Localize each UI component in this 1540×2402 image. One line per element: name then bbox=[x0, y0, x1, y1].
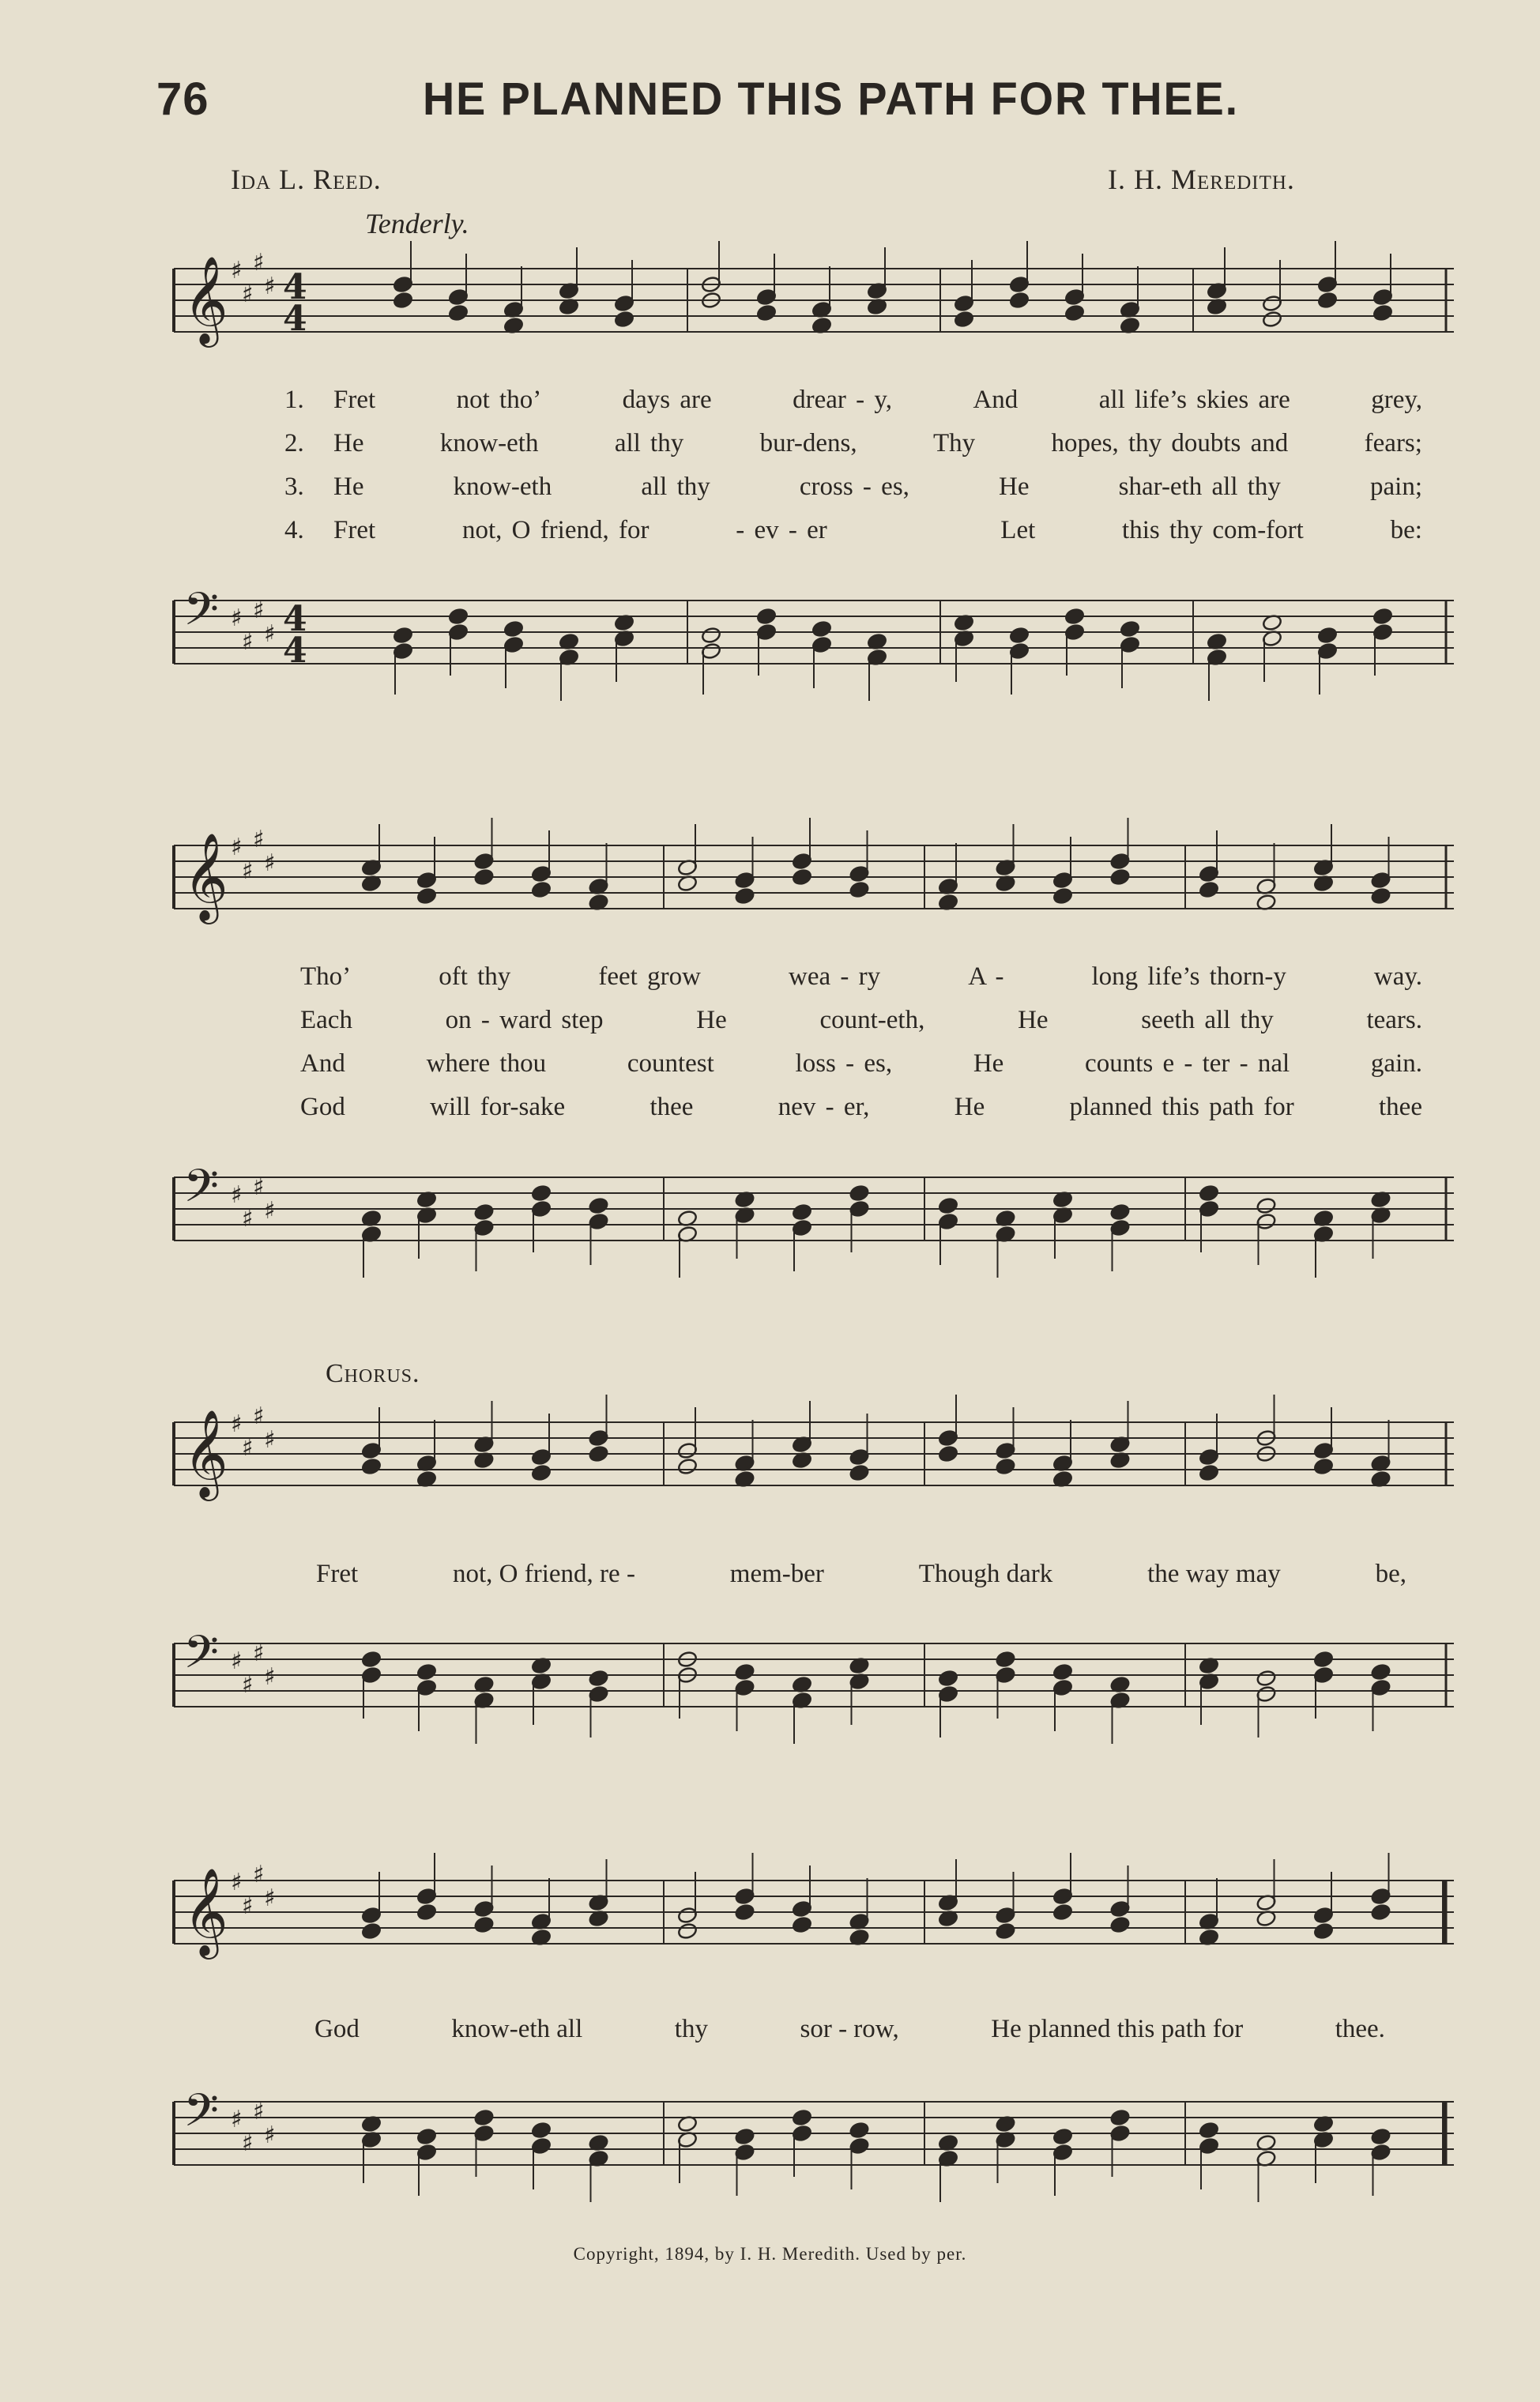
sharp-icon: ♯ bbox=[253, 2098, 265, 2125]
lyric-word: thee bbox=[1379, 1093, 1422, 1121]
note-head bbox=[811, 620, 832, 638]
sharp-icon: ♯ bbox=[253, 249, 265, 277]
treble-clef-icon: 𝄞 bbox=[183, 255, 228, 344]
bass-staff-graphic bbox=[166, 2070, 1462, 2212]
lyric-word: He bbox=[973, 1049, 1004, 1078]
note-head bbox=[473, 1916, 494, 1934]
lyric-word: all thy bbox=[641, 472, 710, 501]
sharp-icon: ♯ bbox=[264, 273, 276, 300]
note-head bbox=[734, 887, 755, 905]
note-head bbox=[1256, 1670, 1276, 1688]
note-head bbox=[1009, 292, 1030, 310]
copyright-notice: Copyright, 1894, by I. H. Meredith. Used by per. bbox=[573, 2244, 967, 2264]
note-head bbox=[849, 881, 869, 899]
note-head bbox=[1199, 1464, 1219, 1482]
lyric-word: bur-dens, bbox=[759, 429, 857, 457]
lyric-word: know-eth bbox=[439, 429, 539, 457]
lyric-word: - ev - er bbox=[736, 516, 827, 544]
bass-staff-graphic bbox=[166, 1612, 1462, 1754]
lyric-word: seeth all thy bbox=[1141, 1006, 1274, 1034]
note-head bbox=[361, 1458, 382, 1476]
note-head bbox=[361, 1651, 382, 1669]
note-head bbox=[1370, 887, 1391, 905]
chorus-label: Chorus. bbox=[326, 1359, 420, 1388]
lyric-word: He bbox=[954, 1093, 985, 1121]
lyric-word: He bbox=[333, 472, 364, 501]
page-number: 76 bbox=[156, 73, 209, 125]
lyric-word: not, O friend, re - bbox=[453, 1560, 635, 1588]
note-head bbox=[954, 311, 974, 329]
sharp-icon: ♯ bbox=[242, 1671, 254, 1699]
sharp-icon: ♯ bbox=[253, 1861, 265, 1888]
lyric-word: He bbox=[999, 472, 1030, 501]
note-head bbox=[849, 2122, 869, 2140]
lyric-word: counts e - ter - nal bbox=[1085, 1049, 1290, 1078]
note-head bbox=[503, 620, 524, 638]
note-head bbox=[361, 1922, 382, 1941]
sharp-icon: ♯ bbox=[231, 1869, 243, 1896]
note-head bbox=[1052, 1663, 1073, 1681]
verse-2-line-continued bbox=[300, 1006, 1422, 1049]
note-head bbox=[531, 1464, 552, 1482]
lyric-word: wea - ry bbox=[789, 962, 881, 991]
bass-staff-graphic bbox=[166, 569, 1462, 711]
note-head bbox=[792, 1916, 812, 1934]
note-head bbox=[416, 887, 437, 905]
lyric-word: know-eth bbox=[453, 472, 552, 501]
note-head bbox=[1262, 311, 1282, 329]
sharp-icon: ♯ bbox=[242, 628, 254, 656]
tempo-marking: Tenderly. bbox=[365, 208, 469, 239]
lyric-word: will for-sake bbox=[430, 1093, 566, 1121]
sharp-icon: ♯ bbox=[264, 620, 276, 648]
note-head bbox=[1317, 292, 1338, 310]
note-head bbox=[1052, 1903, 1073, 1922]
lyric-word: Fret bbox=[333, 516, 376, 544]
note-head bbox=[938, 1670, 958, 1688]
note-head bbox=[1313, 1922, 1334, 1941]
lyric-word: nev - er, bbox=[778, 1093, 870, 1121]
note-head bbox=[938, 1197, 958, 1215]
verse-4-line-continued bbox=[300, 1093, 1422, 1136]
lyric-word: not, O friend, for bbox=[461, 516, 650, 544]
lyric-word: Thy bbox=[932, 429, 976, 457]
note-head bbox=[588, 1445, 608, 1463]
verse-number: 4. bbox=[284, 516, 304, 544]
sharp-icon: ♯ bbox=[242, 280, 254, 308]
lyric-word: the way may bbox=[1147, 1560, 1281, 1588]
sharp-icon: ♯ bbox=[242, 1434, 254, 1462]
note-head bbox=[1370, 1903, 1391, 1922]
lyric-word: planned this path for bbox=[1069, 1093, 1294, 1121]
sharp-icon: ♯ bbox=[231, 604, 243, 632]
lyric-word: And bbox=[300, 1049, 345, 1078]
lyric-word: count-eth, bbox=[819, 1006, 925, 1034]
sharp-icon: ♯ bbox=[231, 1181, 243, 1209]
lyric-word: Tho’ bbox=[300, 962, 352, 991]
note-head bbox=[393, 627, 413, 645]
note-head bbox=[701, 627, 721, 645]
verse-1-line-continued bbox=[300, 962, 1422, 1006]
note-head bbox=[792, 868, 812, 887]
lyric-word: pain; bbox=[1370, 472, 1422, 501]
lyric-word: hopes, thy doubts and bbox=[1051, 429, 1289, 457]
lyricist-credit: Ida L. Reed. bbox=[231, 164, 382, 195]
sharp-icon: ♯ bbox=[253, 1173, 265, 1201]
verse-lines-part-1 bbox=[284, 386, 1422, 559]
sharp-icon: ♯ bbox=[264, 2122, 276, 2149]
lyric-word: shar-eth all thy bbox=[1118, 472, 1281, 501]
treble-staff-graphic bbox=[166, 237, 1462, 363]
verse-2-line bbox=[284, 429, 1422, 472]
system-2-treble-staff bbox=[166, 814, 1462, 940]
sharp-icon: ♯ bbox=[264, 1197, 276, 1225]
sharp-icon: ♯ bbox=[242, 857, 254, 885]
lyric-word: thee bbox=[650, 1093, 694, 1121]
sharp-icon: ♯ bbox=[242, 1205, 254, 1233]
lyric-word: not tho’ bbox=[456, 386, 542, 414]
note-head bbox=[849, 1184, 869, 1203]
lyric-word: He bbox=[1018, 1006, 1049, 1034]
note-head bbox=[995, 1458, 1015, 1476]
lyric-word: on - ward step bbox=[445, 1006, 604, 1034]
note-head bbox=[416, 1903, 437, 1922]
note-head bbox=[531, 881, 552, 899]
verse-number: 2. bbox=[284, 429, 304, 457]
note-head bbox=[473, 868, 494, 887]
lyric-word: Fret bbox=[316, 1560, 359, 1588]
note-head bbox=[1313, 1651, 1334, 1669]
treble-staff-graphic bbox=[166, 814, 1462, 940]
lyric-word: countest bbox=[627, 1049, 714, 1078]
note-head bbox=[756, 608, 777, 626]
bass-staff-graphic bbox=[166, 1146, 1462, 1288]
sharp-icon: ♯ bbox=[231, 1410, 243, 1438]
note-head bbox=[1370, 1663, 1391, 1681]
bass-clef-icon: 𝄢 bbox=[183, 2084, 220, 2148]
note-head bbox=[677, 1458, 698, 1476]
sharp-icon: ♯ bbox=[264, 1426, 276, 1454]
note-head bbox=[995, 1651, 1015, 1669]
note-head bbox=[473, 2109, 494, 2127]
note-head bbox=[393, 292, 413, 310]
system-4-bass-staff bbox=[166, 2070, 1462, 2212]
lyric-word: where thou bbox=[426, 1049, 547, 1078]
note-head bbox=[756, 304, 777, 322]
note-head bbox=[677, 1922, 698, 1941]
lyric-word: sor - row, bbox=[800, 2015, 899, 2043]
bass-clef-icon: 𝄢 bbox=[183, 1625, 220, 1690]
lyric-word: thy bbox=[674, 2015, 708, 2043]
note-head bbox=[1313, 1458, 1334, 1476]
lyric-word: And bbox=[973, 386, 1019, 414]
system-3-bass-staff bbox=[166, 1612, 1462, 1754]
note-head bbox=[416, 1663, 437, 1681]
lyric-word: Let bbox=[1000, 516, 1036, 544]
verse-lines-part-2 bbox=[300, 962, 1422, 1136]
note-head bbox=[1109, 1203, 1130, 1222]
note-head bbox=[1317, 627, 1338, 645]
lyric-word: be, bbox=[1375, 1560, 1406, 1588]
system-2-bass-staff bbox=[166, 1146, 1462, 1288]
note-head bbox=[448, 304, 469, 322]
sharp-icon: ♯ bbox=[253, 826, 265, 853]
bass-clef-icon: 𝄢 bbox=[183, 582, 220, 647]
treble-clef-icon: 𝄞 bbox=[183, 1867, 228, 1956]
lyric-word: drear - y, bbox=[793, 386, 893, 414]
lyric-word: days are bbox=[622, 386, 712, 414]
note-head bbox=[1199, 2122, 1219, 2140]
time-signature-top: 4 bbox=[283, 267, 307, 307]
verse-3-line-continued bbox=[300, 1049, 1422, 1093]
sharp-icon: ♯ bbox=[242, 2129, 254, 2157]
verse-number: 3. bbox=[284, 472, 304, 501]
sharp-icon: ♯ bbox=[253, 1640, 265, 1667]
lyric-word: tears. bbox=[1366, 1006, 1422, 1034]
note-head bbox=[531, 1184, 552, 1203]
note-head bbox=[1199, 1184, 1219, 1203]
note-head bbox=[734, 2128, 755, 2146]
note-head bbox=[1120, 620, 1140, 638]
note-head bbox=[1372, 608, 1393, 626]
note-head bbox=[1064, 304, 1085, 322]
time-signature-top: 4 bbox=[283, 599, 307, 639]
lyric-word: fears; bbox=[1364, 429, 1422, 457]
lyric-word: God bbox=[314, 2015, 360, 2043]
time-signature-bottom: 4 bbox=[283, 631, 307, 671]
note-head bbox=[1370, 2128, 1391, 2146]
note-head bbox=[792, 2109, 812, 2127]
sharp-icon: ♯ bbox=[253, 597, 265, 624]
lyric-word: gain. bbox=[1370, 1049, 1422, 1078]
lyric-word: Though dark bbox=[918, 1560, 1053, 1588]
lyric-word: He bbox=[696, 1006, 727, 1034]
note-head bbox=[792, 1203, 812, 1222]
verse-number: 1. bbox=[284, 386, 304, 414]
verse-3-line bbox=[284, 472, 1422, 516]
treble-staff-graphic bbox=[166, 1391, 1462, 1517]
lyric-word: loss - es, bbox=[795, 1049, 893, 1078]
lyric-word: all thy bbox=[614, 429, 684, 457]
sharp-icon: ♯ bbox=[253, 1402, 265, 1430]
note-head bbox=[588, 1197, 608, 1215]
note-head bbox=[614, 311, 634, 329]
note-head bbox=[734, 1903, 755, 1922]
lyric-word: He bbox=[333, 429, 364, 457]
note-head bbox=[995, 1922, 1015, 1941]
note-head bbox=[1052, 2128, 1073, 2146]
note-head bbox=[588, 1670, 608, 1688]
composer-credit: I. H. Meredith. bbox=[1108, 164, 1295, 195]
treble-staff-graphic bbox=[166, 1849, 1462, 1975]
system-1-treble-staff bbox=[166, 237, 1462, 363]
note-head bbox=[1372, 304, 1393, 322]
note-head bbox=[531, 2122, 552, 2140]
verse-1-line bbox=[284, 386, 1422, 429]
sharp-icon: ♯ bbox=[231, 1647, 243, 1675]
lyric-word: mem-ber bbox=[729, 1560, 824, 1588]
note-head bbox=[1109, 1916, 1130, 1934]
lyric-word: way. bbox=[1373, 962, 1422, 991]
lyric-word: Each bbox=[300, 1006, 352, 1034]
sharp-icon: ♯ bbox=[264, 1884, 276, 1912]
note-head bbox=[1109, 868, 1130, 887]
time-signature-bottom: 4 bbox=[283, 299, 307, 339]
treble-clef-icon: 𝄞 bbox=[183, 1409, 228, 1497]
lyric-word: long life’s thorn-y bbox=[1091, 962, 1286, 991]
system-3-treble-staff bbox=[166, 1391, 1462, 1517]
sharp-icon: ♯ bbox=[264, 849, 276, 877]
lyric-word: A - bbox=[968, 962, 1004, 991]
chorus-lyric-line-2 bbox=[314, 2015, 1385, 2056]
note-head bbox=[1199, 881, 1219, 899]
note-head bbox=[1256, 1197, 1276, 1215]
lyric-word: oft thy bbox=[439, 962, 511, 991]
system-4-treble-staff bbox=[166, 1849, 1462, 1975]
lyric-word: know-eth all bbox=[451, 2015, 583, 2043]
page-title: HE PLANNED THIS PATH FOR THEE. bbox=[423, 73, 1240, 125]
sharp-icon: ♯ bbox=[231, 2106, 243, 2133]
lyric-word: grey, bbox=[1371, 386, 1422, 414]
system-1-bass-staff bbox=[166, 569, 1462, 711]
note-head bbox=[1109, 2109, 1130, 2127]
note-head bbox=[1064, 608, 1085, 626]
lyric-word: this thy com-fort bbox=[1122, 516, 1304, 544]
note-head bbox=[938, 1445, 958, 1463]
note-head bbox=[416, 2128, 437, 2146]
note-head bbox=[849, 1464, 869, 1482]
treble-clef-icon: 𝄞 bbox=[183, 832, 228, 921]
lyric-word: cross - es, bbox=[799, 472, 909, 501]
lyric-word: thee. bbox=[1335, 2015, 1385, 2043]
sharp-icon: ♯ bbox=[231, 834, 243, 861]
lyric-word: He planned this path for bbox=[991, 2015, 1244, 2043]
lyric-word: God bbox=[300, 1093, 345, 1121]
note-head bbox=[448, 608, 469, 626]
verse-4-line bbox=[284, 516, 1422, 559]
lyric-word: Fret bbox=[333, 386, 376, 414]
note-head bbox=[1052, 887, 1073, 905]
bass-clef-icon: 𝄢 bbox=[183, 1159, 220, 1224]
note-head bbox=[1009, 627, 1030, 645]
sharp-icon: ♯ bbox=[231, 257, 243, 284]
chorus-lyric-line-1 bbox=[316, 1560, 1406, 1601]
lyric-word: all life’s skies are bbox=[1098, 386, 1290, 414]
lyric-word: be: bbox=[1390, 516, 1422, 544]
note-head bbox=[473, 1203, 494, 1222]
note-head bbox=[734, 1663, 755, 1681]
sharp-icon: ♯ bbox=[242, 1892, 254, 1920]
lyric-word: feet grow bbox=[598, 962, 701, 991]
sharp-icon: ♯ bbox=[264, 1663, 276, 1691]
